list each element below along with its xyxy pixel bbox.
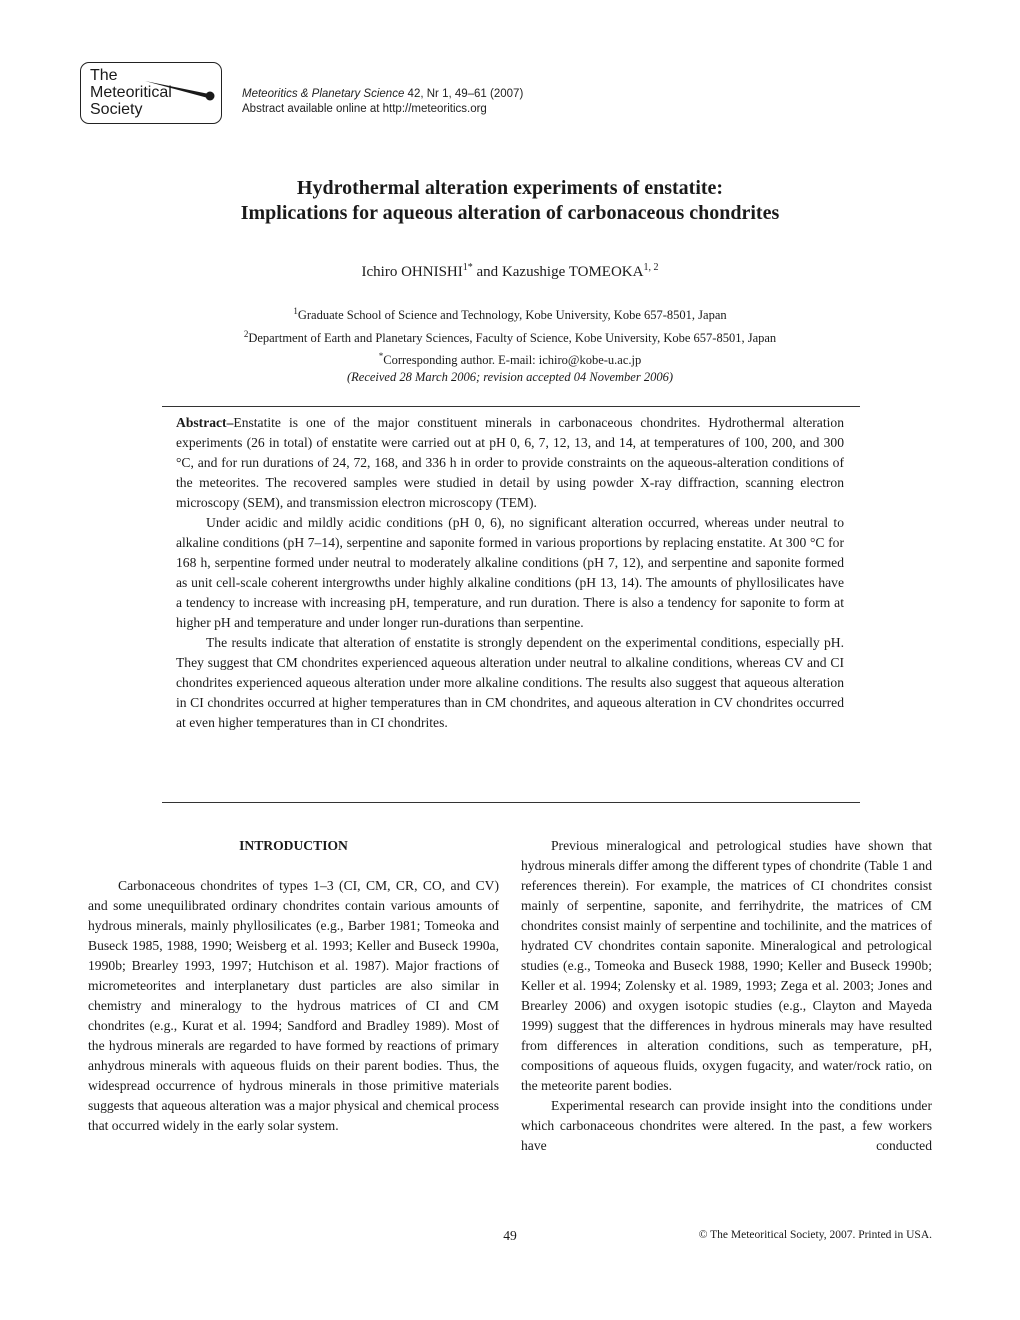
body-paragraph: Experimental research can provide insight into the conditions under which carbonaceous chondrites were altered. In the past, a few workers have conducted	[521, 1098, 932, 1153]
society-logo	[80, 62, 222, 124]
author-joiner: and	[472, 264, 502, 280]
title-line-2: Implications for aqueous alteration of carbonaceous chondrites	[240, 202, 780, 224]
journal-citation	[242, 87, 523, 117]
title-line-1: Hydrothermal alteration experiments of enstatite:	[296, 177, 724, 199]
abstract-paragraph-3: The results indicate that alteration of enstatite is strongly dependent on the experimental conditions, especially pH. They suggest that CM chondrites experienced aqueous alteration under neutral to alkaline conditions, whereas CV and CI chondrites experienced aqueous alteration under more alkaline conditions. The results also suggest that aqueous alteration in CI chondrites occurred at higher temperatures than in CM chondrites, and aqueous alteration in CV chondrites occurred at even higher temperatures than in CI chondrites.	[176, 635, 844, 730]
affiliation-mark: 2	[243, 328, 249, 339]
author-1: Ichiro OHNISHI	[361, 264, 463, 280]
logo-line-1: The	[90, 67, 118, 84]
corresponding-author	[0, 347, 1020, 370]
abstract-label: Abstract–	[176, 415, 234, 430]
journal-name: Meteoritics & Planetary Science	[242, 88, 405, 100]
page-number: 49	[503, 1228, 517, 1243]
affiliations	[0, 302, 1020, 370]
received-dates: (Received 28 March 2006; revision accepted 04 November 2006)	[346, 370, 674, 384]
affiliation-mark: *	[378, 351, 384, 362]
paper-title	[0, 176, 1020, 226]
left-column	[88, 836, 499, 1136]
abstract-text: Enstatite is one of the major constituent minerals in carbonaceous chondrites. Hydrothermal alteration experiments (26 in total) of enstatite were carried out at pH 0, 6, 7, 12, 13, and 14, at temperatures of 100, 200, and 300 °C, and for run durations of 24, 72, 168, and 336 h in order to provide constraints on the aqueous-alteration conditions of the meteorites. The recovered samples were studied in detail by using powder X-ray diffraction, scanning electron microscopy (SEM), and transmission electron microscopy (TEM).	[176, 415, 844, 510]
abstract-top-rule	[162, 406, 860, 407]
author-list	[0, 262, 1020, 281]
comet-icon	[81, 63, 223, 125]
abstract-paragraph-1	[176, 413, 844, 513]
abstract-online-note: Abstract available online at http://meteoritics.org	[242, 103, 487, 115]
author-2-affil: 1, 2	[643, 262, 659, 273]
logo-line-2: Meteoritical	[90, 84, 172, 101]
abstract	[176, 413, 844, 733]
abstract-paragraph-2: Under acidic and mildly acidic conditions (pH 0, 6), no significant alteration occurred, whereas under neutral to alkaline conditions (pH 7–14), serpentine and saponite formed in various proportions by replacing enstatite. At 300 °C for 168 h, serpentine formed under neutral to moderately alkaline conditions (pH 7, 12), and serpentine and saponite formed as unit cell-scale coherent intergrowths under highly alkaline conditions (pH 13, 14). The amounts of phyllosilicates have a tendency to increase with increasing pH, temperature, and run duration. There is also a tendency for saponite to form at higher pH and temperature and under longer run-durations than serpentine.	[176, 515, 844, 630]
affiliation-text: Graduate School of Science and Technology, Kobe University, Kobe 657-8501, Japan	[297, 308, 727, 323]
body-paragraph: Carbonaceous chondrites of types 1–3 (CI, CM, CR, CO, and CV) and some unequilibrated ordinary chondrites contain various amounts of hydrous minerals, mainly phyllosilicates (e.g., Barber 1981; Tomeoka and Buseck 1985, 1988, 1990; Weisberg et al. 1993; Keller and Buseck 1990a, 1990b; Brearley 1993, 1997; Hutchison et al. 1987). Major fractions of micrometeorites and interplanetary dust particles are also similar in chemistry and mineralogy to the hydrous matrices of CI and CM chondrites (e.g., Kurat et al. 1994; Sandford and Bradley 1989). Most of the hydrous minerals are regarded to have formed by reactions of primary anhydrous minerals with aqueous fluids on their parent bodies. Thus, the widespread occurrence of hydrous minerals in those primitive materials suggests that aqueous alteration was a major physical and chemical process that occurred widely in the early solar system.	[88, 878, 499, 1133]
affiliation-mark: 1	[293, 306, 298, 316]
section-heading-introduction: INTRODUCTION	[239, 838, 348, 853]
affiliation-text: Corresponding author. E-mail: ichiro@kobe-u.ac.jp	[383, 353, 642, 368]
author-1-affil: 1*	[462, 262, 473, 273]
copyright-notice: © The Meteoritical Society, 2007. Printed in USA.	[698, 1229, 932, 1241]
logo-line-3: Society	[90, 101, 143, 118]
right-column	[521, 836, 932, 1156]
affiliation-text: Department of Earth and Planetary Sciences, Faculty of Science, Kobe University, Kobe 657-8501, Japan	[248, 330, 777, 345]
body-paragraph: Previous mineralogical and petrological studies have shown that hydrous minerals differ among the different types of chondrite (Table 1 and references therein). For example, the matrices of CI chondrites consist mainly of serpentine, saponite, and ferrihydrite, the matrices of CM chondrites consist mainly of serpentine and tochilinite, and the matrices of hydrated CV chondrites contain saponite. Mineralogical and petrological studies (e.g., Tomeoka and Buseck 1988, 1990; Keller and Buseck 1990b; Keller et al. 1994; Zolensky et al. 1989, 1993; Zega et al. 2003; Jones and Brearley 2006) and oxygen isotopic studies (e.g., Clayton and Mayeda 1999) suggest that the differences in hydrous minerals may have resulted from differences in alteration conditions, such as temperature, pH, compositions of aqueous fluids, oxygen fugacity, and water/rock ratio, on the meteorite parent bodies.	[521, 838, 932, 1093]
affiliation-2	[0, 325, 1020, 348]
abstract-bottom-rule	[162, 802, 860, 803]
author-2: Kazushige TOMEOKA	[501, 264, 644, 280]
journal-issue: 42, Nr 1, 49–61 (2007)	[404, 88, 524, 100]
affiliation-1	[0, 302, 1020, 325]
